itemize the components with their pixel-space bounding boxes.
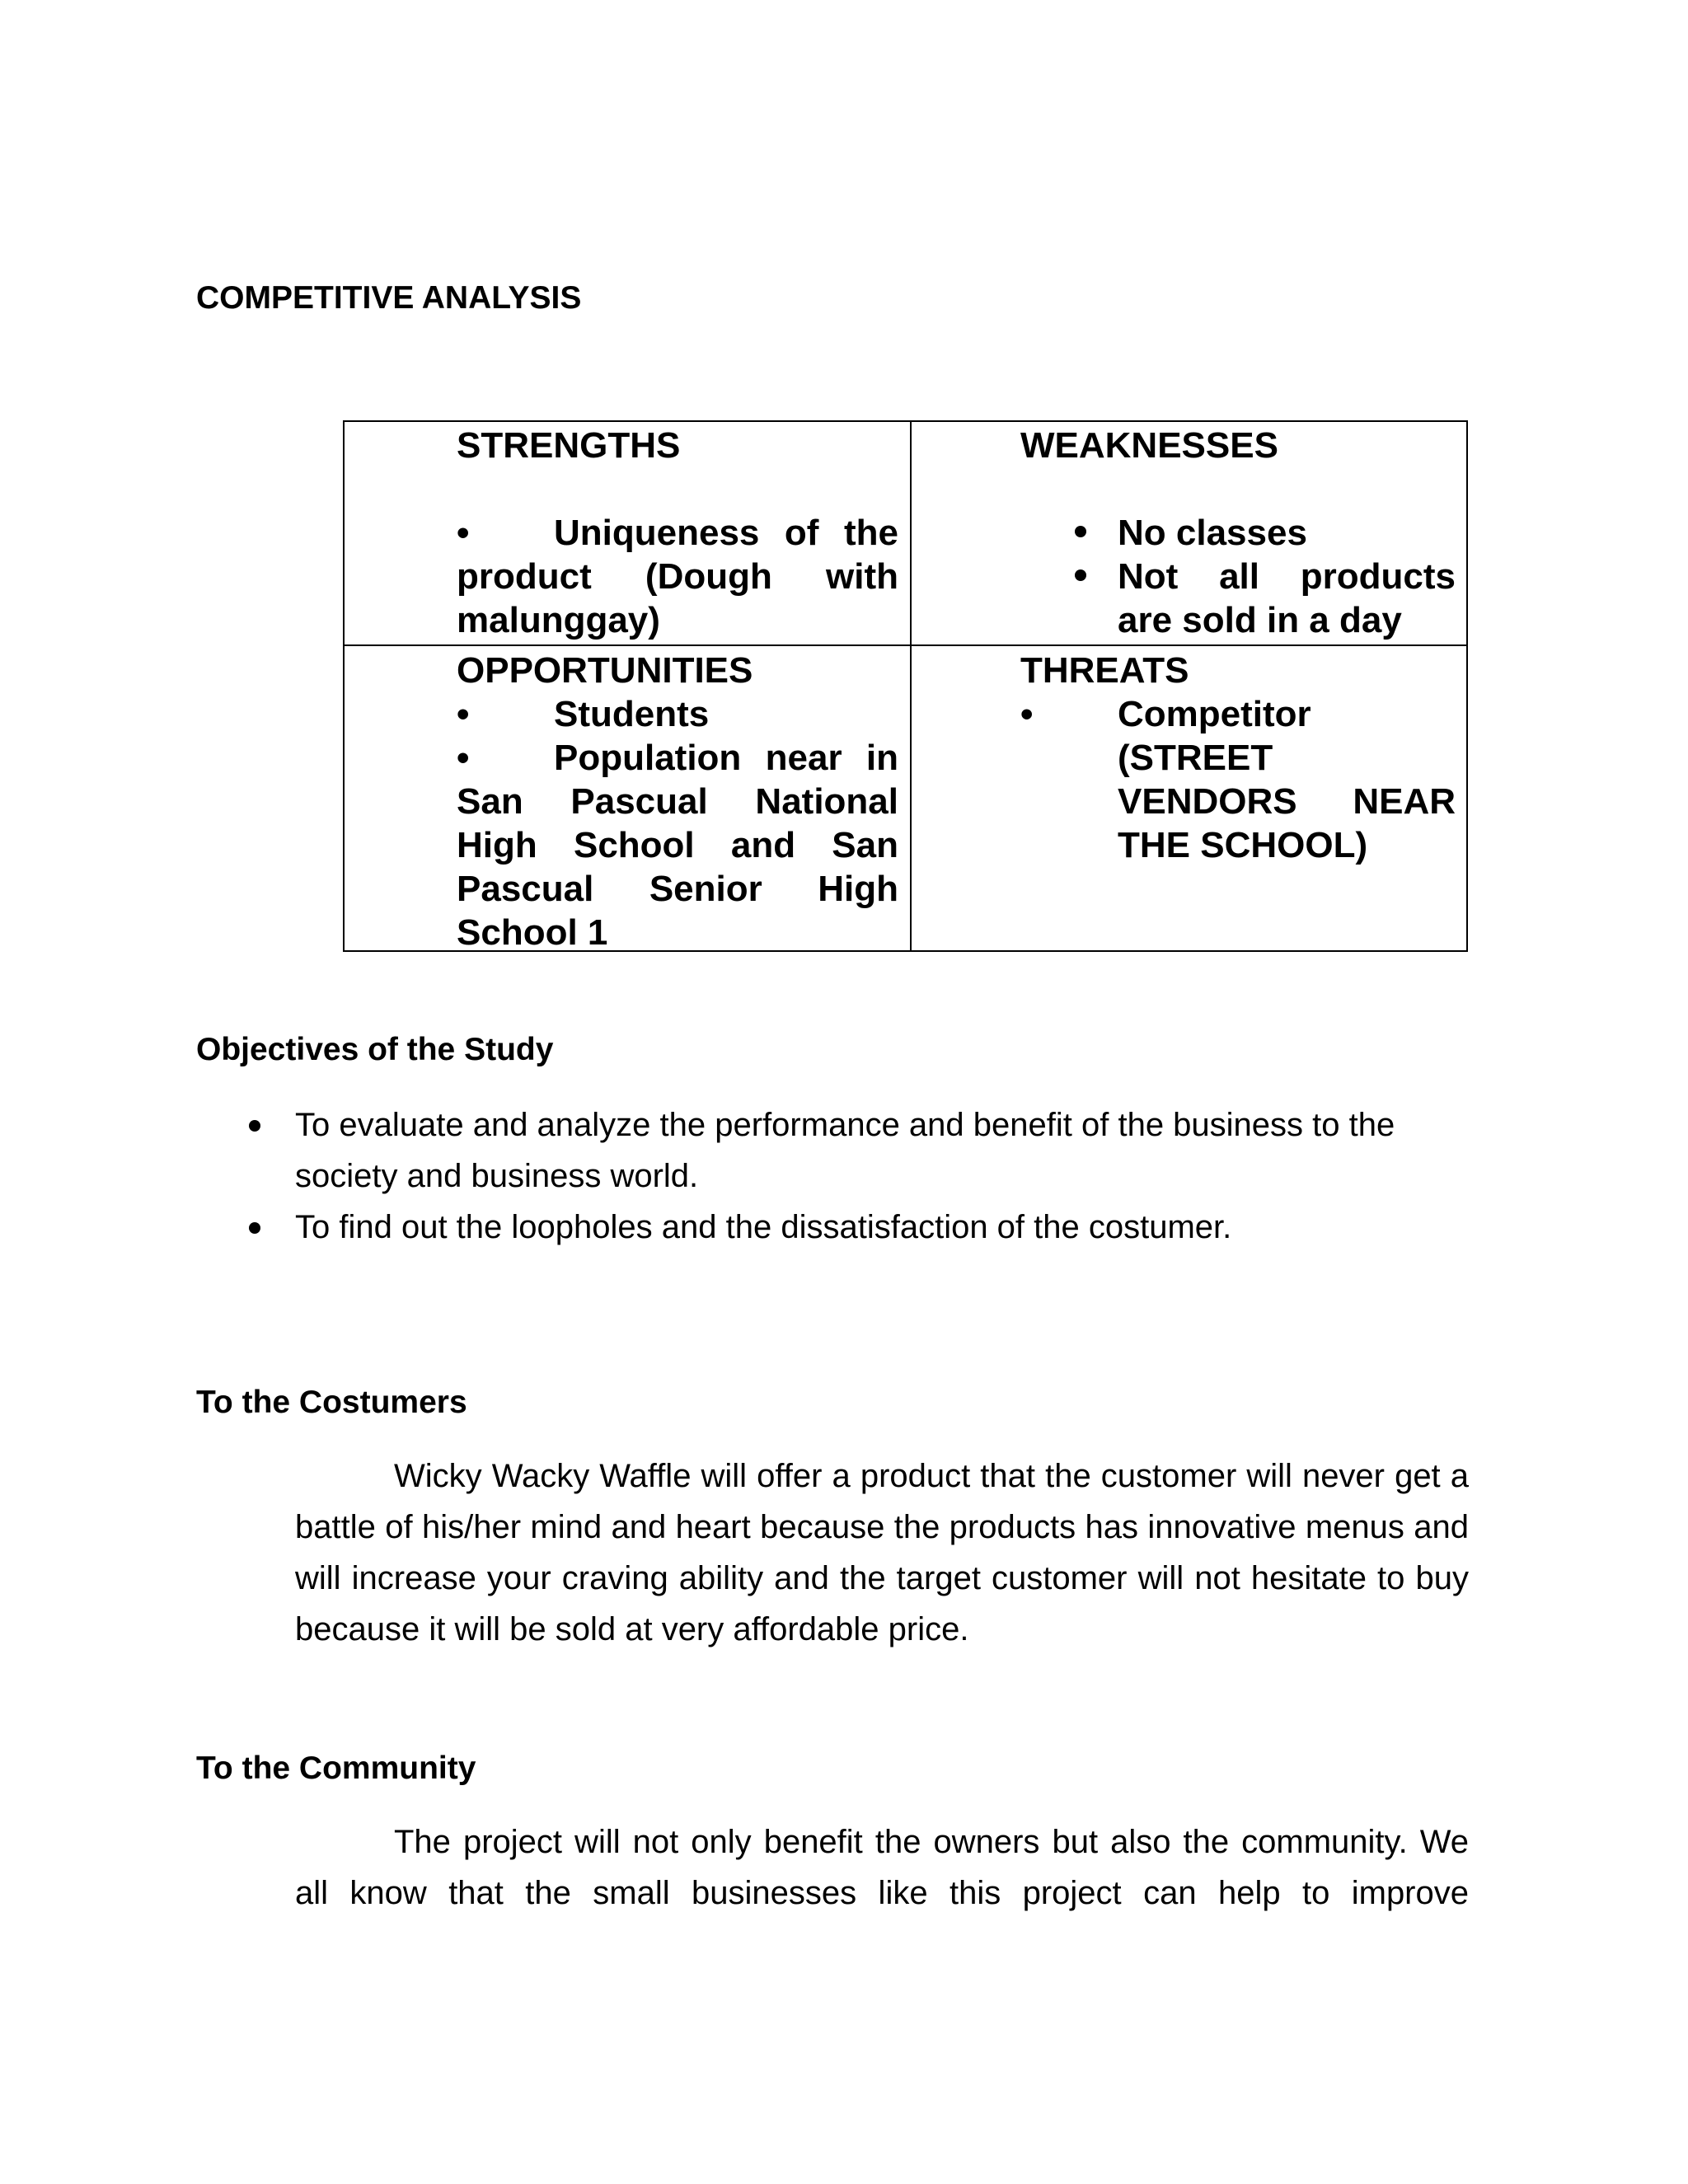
swot-cell-threats bbox=[1020, 649, 1456, 867]
table-divider-vertical bbox=[910, 422, 912, 950]
strengths-title: STRENGTHS bbox=[457, 425, 681, 466]
opportunities-title: OPPORTUNITIES bbox=[457, 650, 753, 691]
bullet-dot-icon bbox=[249, 1222, 260, 1234]
bullet-icon: • bbox=[1020, 694, 1034, 734]
community-paragraph: The project will not only benefit the owners but also the community. We all know that the small businesses like this project can help to improve bbox=[295, 1824, 1469, 1911]
weaknesses-list bbox=[1020, 511, 1456, 642]
opportunities-item: • Population near in San Pascual National High School and San Pascual Senior High School 1 bbox=[457, 738, 898, 953]
list-item: To evaluate and analyze the performance and benefit of the business to the society and business world. bbox=[196, 1099, 1470, 1202]
weaknesses-title: WEAKNESSES bbox=[1020, 425, 1278, 466]
bullet-dot-icon bbox=[1075, 526, 1086, 537]
strengths-item bbox=[457, 511, 898, 642]
objectives-list bbox=[196, 1099, 1470, 1253]
list-item: Not all products are sold in a day bbox=[1020, 555, 1456, 642]
costumers-paragraph: Wicky Wacky Waffle will offer a product that the customer will never get a battle of his/her mind and heart because the products has innovative menus and will increase your craving ability and the target customer will not hesitate to buy because it will be sold at very affordable price. bbox=[295, 1458, 1469, 1647]
swot-table bbox=[343, 420, 1468, 952]
bullet-dot-icon bbox=[249, 1120, 260, 1132]
bullet-icon: • bbox=[457, 738, 470, 778]
list-item: To find out the loopholes and the dissatisfaction of the costumer. bbox=[196, 1202, 1470, 1253]
strengths-item-text: Uniqueness of the product (Dough with malunggay) bbox=[457, 513, 898, 640]
list-item: No classes bbox=[1020, 511, 1456, 555]
bullet-dot-icon bbox=[1075, 569, 1086, 581]
list-item: • Competitor (STREET VENDORS NEAR THE SCHOOL) bbox=[1020, 694, 1456, 865]
table-divider-horizontal bbox=[345, 644, 1466, 646]
community-heading: To the Community bbox=[196, 1750, 476, 1786]
threats-list bbox=[1020, 692, 1456, 867]
opportunities-item: • Students bbox=[457, 694, 710, 734]
threats-title: THREATS bbox=[1020, 650, 1189, 691]
costumers-heading: To the Costumers bbox=[196, 1385, 467, 1420]
swot-cell-opportunities bbox=[457, 649, 898, 954]
page-title: COMPETITIVE ANALYSIS bbox=[196, 280, 582, 316]
objectives-heading: Objectives of the Study bbox=[196, 1032, 554, 1067]
swot-cell-weaknesses bbox=[1020, 424, 1456, 642]
bullet-icon: • bbox=[457, 694, 470, 734]
swot-cell-strengths bbox=[457, 424, 898, 642]
bullet-icon: • bbox=[457, 513, 470, 553]
